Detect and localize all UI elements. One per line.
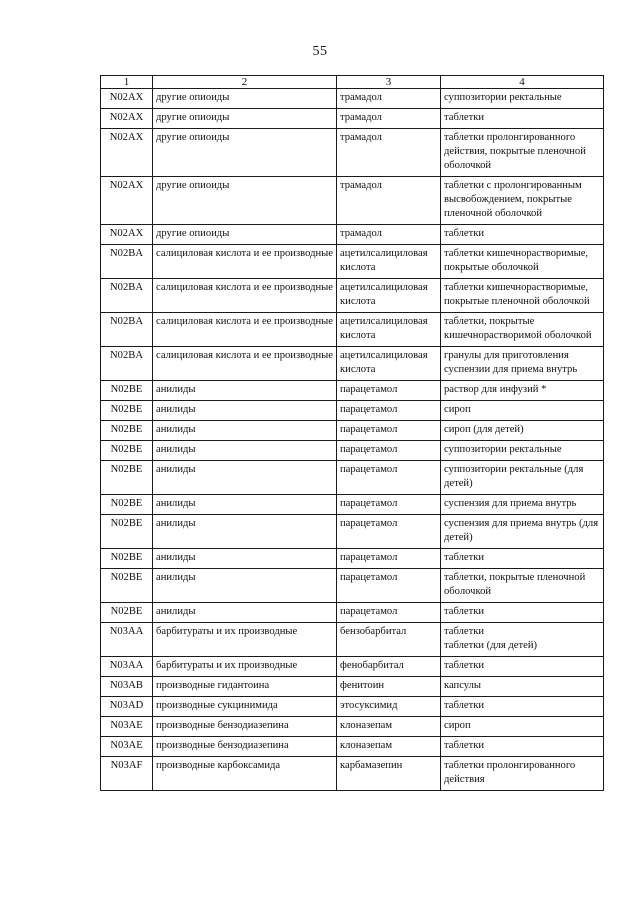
drug-name-cell: фенитоин [337, 677, 441, 697]
table-row [101, 109, 604, 129]
drug-name-cell: трамадол [337, 109, 441, 129]
drug-name-cell: парацетамол [337, 515, 441, 549]
drug-name-cell: парацетамол [337, 381, 441, 401]
table-row [101, 495, 604, 515]
group-name-cell: производные бензодиазепина [153, 737, 337, 757]
table-row [101, 657, 604, 677]
atc-code-cell: N03AD [101, 697, 153, 717]
group-name-cell: салициловая кислота и ее производные [153, 245, 337, 279]
dosage-form-cell: сироп [441, 401, 604, 421]
atc-code-cell: N02BE [101, 603, 153, 623]
table-header-row [101, 76, 604, 89]
dosage-form-cell: таблетки, покрытые кишечнорастворимой оболочкой [441, 313, 604, 347]
group-name-cell: анилиды [153, 401, 337, 421]
drug-name-cell: трамадол [337, 89, 441, 109]
group-name-cell: барбитураты и их производные [153, 623, 337, 657]
table-row [101, 421, 604, 441]
dosage-form-cell: гранулы для приготовления суспензии для приема внутрь [441, 347, 604, 381]
dosage-form-cell: суппозитории ректальные (для детей) [441, 461, 604, 495]
dosage-form-cell: таблетки, покрытые пленочной оболочкой [441, 569, 604, 603]
group-name-cell: барбитураты и их производные [153, 657, 337, 677]
group-name-cell: производные гидантоина [153, 677, 337, 697]
dosage-form-cell: таблетки таблетки (для детей) [441, 623, 604, 657]
atc-code-cell: N02AX [101, 89, 153, 109]
drug-name-cell: парацетамол [337, 401, 441, 421]
dosage-form-cell: суппозитории ректальные [441, 89, 604, 109]
group-name-cell: анилиды [153, 515, 337, 549]
drug-name-cell: парацетамол [337, 495, 441, 515]
dosage-form-cell: таблетки [441, 549, 604, 569]
dosage-form-cell: таблетки с пролонгированным высвобождением, покрытые пленочной оболочкой [441, 177, 604, 225]
atc-code-cell: N03AA [101, 623, 153, 657]
dosage-form-cell: таблетки [441, 737, 604, 757]
atc-code-cell: N02BE [101, 569, 153, 603]
group-name-cell: анилиды [153, 461, 337, 495]
atc-code-cell: N03AE [101, 737, 153, 757]
drug-name-cell: фенобарбитал [337, 657, 441, 677]
medication-table [100, 75, 604, 791]
drug-name-cell: бензобарбитал [337, 623, 441, 657]
group-name-cell: другие опиоиды [153, 177, 337, 225]
drug-name-cell: клоназепам [337, 737, 441, 757]
group-name-cell: салициловая кислота и ее производные [153, 279, 337, 313]
table-row [101, 441, 604, 461]
atc-code-cell: N02BE [101, 381, 153, 401]
dosage-form-cell: таблетки [441, 225, 604, 245]
dosage-form-cell: суспензия для приема внутрь [441, 495, 604, 515]
atc-code-cell: N03AE [101, 717, 153, 737]
table-row [101, 697, 604, 717]
table-row [101, 279, 604, 313]
drug-name-cell: парацетамол [337, 441, 441, 461]
dosage-form-cell: таблетки пролонгированного действия, покрытые пленочной оболочкой [441, 129, 604, 177]
drug-name-cell: трамадол [337, 225, 441, 245]
atc-code-cell: N02BA [101, 347, 153, 381]
table-row [101, 757, 604, 791]
drug-name-cell: клоназепам [337, 717, 441, 737]
table-row [101, 401, 604, 421]
group-name-cell: анилиды [153, 421, 337, 441]
dosage-form-cell: капсулы [441, 677, 604, 697]
table-row [101, 549, 604, 569]
dosage-form-cell: таблетки [441, 109, 604, 129]
drug-name-cell: парацетамол [337, 603, 441, 623]
table-row [101, 737, 604, 757]
atc-code-cell: N02AX [101, 225, 153, 245]
table-row [101, 177, 604, 225]
dosage-form-cell: раствор для инфузий * [441, 381, 604, 401]
dosage-form-cell: таблетки [441, 657, 604, 677]
table-row [101, 515, 604, 549]
atc-code-cell: N03AF [101, 757, 153, 791]
group-name-cell: анилиды [153, 603, 337, 623]
atc-code-cell: N03AB [101, 677, 153, 697]
atc-code-cell: N02BE [101, 401, 153, 421]
dosage-form-cell: суспензия для приема внутрь (для детей) [441, 515, 604, 549]
table-row [101, 461, 604, 495]
group-name-cell: анилиды [153, 495, 337, 515]
table-row [101, 717, 604, 737]
group-name-cell: анилиды [153, 441, 337, 461]
group-name-cell: производные бензодиазепина [153, 717, 337, 737]
table-row [101, 381, 604, 401]
drug-name-cell: парацетамол [337, 569, 441, 603]
drug-name-cell: ацетилсалициловая кислота [337, 313, 441, 347]
group-name-cell: другие опиоиды [153, 89, 337, 109]
table-row [101, 603, 604, 623]
atc-code-cell: N02BA [101, 279, 153, 313]
dosage-form-cell: таблетки кишечнорастворимые, покрытые пленочной оболочкой [441, 279, 604, 313]
column-header-4: 4 [441, 76, 604, 89]
group-name-cell: салициловая кислота и ее производные [153, 347, 337, 381]
table-row [101, 245, 604, 279]
atc-code-cell: N02AX [101, 177, 153, 225]
column-header-2: 2 [153, 76, 337, 89]
atc-code-cell: N02BE [101, 461, 153, 495]
column-header-1: 1 [101, 76, 153, 89]
dosage-form-cell: сироп (для детей) [441, 421, 604, 441]
group-name-cell: другие опиоиды [153, 109, 337, 129]
drug-name-cell: ацетилсалициловая кислота [337, 347, 441, 381]
table-row [101, 129, 604, 177]
dosage-form-cell: таблетки кишечнорастворимые, покрытые оболочкой [441, 245, 604, 279]
atc-code-cell: N02BE [101, 549, 153, 569]
drug-name-cell: ацетилсалициловая кислота [337, 245, 441, 279]
drug-name-cell: этосуксимид [337, 697, 441, 717]
atc-code-cell: N02BE [101, 441, 153, 461]
group-name-cell: салициловая кислота и ее производные [153, 313, 337, 347]
group-name-cell: анилиды [153, 381, 337, 401]
drug-name-cell: ацетилсалициловая кислота [337, 279, 441, 313]
drug-name-cell: трамадол [337, 129, 441, 177]
group-name-cell: анилиды [153, 549, 337, 569]
atc-code-cell: N03AA [101, 657, 153, 677]
page-number: 55 [312, 44, 328, 59]
group-name-cell: другие опиоиды [153, 225, 337, 245]
drug-name-cell: парацетамол [337, 421, 441, 441]
table-row [101, 225, 604, 245]
dosage-form-cell: таблетки [441, 697, 604, 717]
dosage-form-cell: таблетки пролонгированного действия [441, 757, 604, 791]
drug-name-cell: трамадол [337, 177, 441, 225]
atc-code-cell: N02BE [101, 495, 153, 515]
column-header-3: 3 [337, 76, 441, 89]
table-row [101, 677, 604, 697]
atc-code-cell: N02BA [101, 313, 153, 347]
group-name-cell: производные сукцинимида [153, 697, 337, 717]
table-row [101, 623, 604, 657]
atc-code-cell: N02BA [101, 245, 153, 279]
atc-code-cell: N02AX [101, 129, 153, 177]
table-row [101, 89, 604, 109]
drug-name-cell: парацетамол [337, 549, 441, 569]
drug-name-cell: карбамазепин [337, 757, 441, 791]
table-row [101, 347, 604, 381]
dosage-form-cell: таблетки [441, 603, 604, 623]
table-body [101, 89, 604, 791]
group-name-cell: анилиды [153, 569, 337, 603]
atc-code-cell: N02BE [101, 421, 153, 441]
dosage-form-cell: суппозитории ректальные [441, 441, 604, 461]
dosage-form-cell: сироп [441, 717, 604, 737]
table-row [101, 313, 604, 347]
table-row [101, 569, 604, 603]
drug-name-cell: парацетамол [337, 461, 441, 495]
group-name-cell: другие опиоиды [153, 129, 337, 177]
atc-code-cell: N02AX [101, 109, 153, 129]
group-name-cell: производные карбоксамида [153, 757, 337, 791]
atc-code-cell: N02BE [101, 515, 153, 549]
